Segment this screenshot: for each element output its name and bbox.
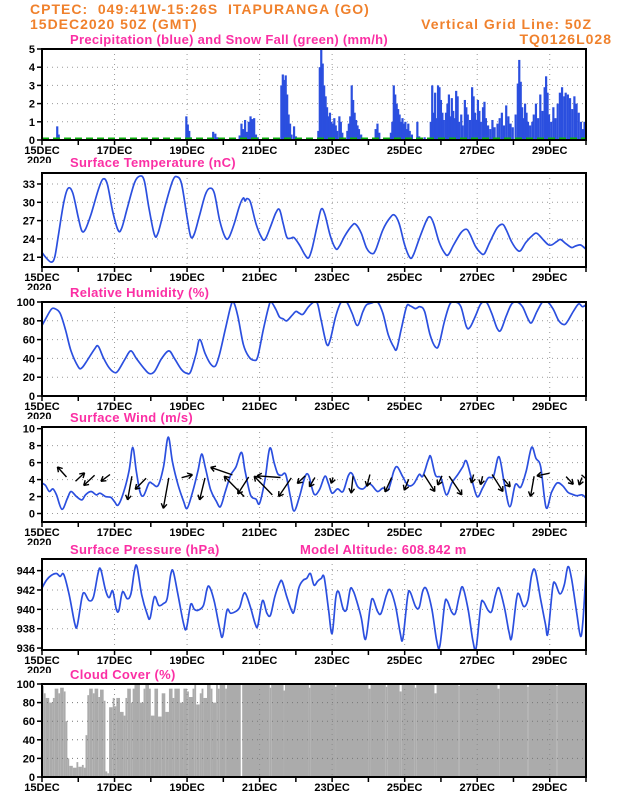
wind-arrow	[578, 478, 583, 486]
x-tick-label: 17DEC	[96, 272, 133, 284]
chart-panel-2	[17, 297, 586, 413]
x-tick-label: 23DEC	[314, 527, 350, 539]
cloud-bar	[371, 684, 386, 777]
cloud-bar	[310, 684, 335, 777]
y-tick-label: 1	[28, 116, 35, 129]
precip-bar	[548, 115, 550, 140]
y-tick-label: 3	[28, 80, 35, 93]
x-tick-label: 23DEC	[314, 655, 350, 667]
precip-bar	[507, 116, 509, 140]
precip-bar	[358, 129, 360, 140]
cloud-bar	[58, 693, 60, 777]
x-tick-label: 15DEC	[24, 527, 60, 539]
cloud-bar	[556, 686, 557, 777]
x-tick-label: 15DEC	[24, 401, 60, 413]
wind-arrow	[537, 472, 550, 478]
x-tick-label: 19DEC	[169, 401, 205, 413]
precip-bar	[573, 96, 575, 140]
cloud-bar	[386, 687, 387, 777]
cloud-bar	[98, 697, 100, 777]
run-code: TQ0126L028	[519, 31, 612, 47]
x-tick-label: 19DEC	[169, 782, 205, 794]
precip-bar	[571, 109, 573, 140]
x-tick-label: 15DEC	[24, 782, 60, 794]
x-tick-label: 27DEC	[459, 145, 495, 157]
precip-bar	[458, 122, 460, 140]
precip-bar	[565, 93, 567, 140]
x-axis-year-label: 2020	[27, 411, 52, 419]
x-tick-label: 21DEC	[241, 272, 278, 284]
cloud-bar	[174, 689, 179, 777]
precip-bar	[467, 115, 469, 140]
cloud-bar	[69, 766, 73, 777]
x-tick-label: 19DEC	[169, 655, 205, 667]
cloud-bar	[86, 735, 88, 777]
y-tick-label: 21	[22, 252, 35, 265]
wind-arrow	[330, 478, 335, 484]
x-tick-label: 17DEC	[96, 401, 133, 413]
x-tick-label: 21DEC	[241, 782, 278, 794]
wind-arrow	[101, 475, 110, 482]
precip-bar	[469, 120, 471, 140]
cloud-bar	[84, 768, 86, 777]
cloud-bar	[127, 689, 131, 777]
x-tick-label: 25DEC	[386, 401, 423, 413]
y-tick-label: 30	[22, 197, 35, 210]
cloud-bar	[218, 689, 220, 777]
y-tick-label: 80	[22, 315, 35, 328]
cloud-bar	[95, 689, 99, 777]
x-tick-label: 21DEC	[241, 527, 278, 539]
cloud-bar	[67, 758, 69, 777]
x-tick-label: 21DEC	[241, 655, 278, 667]
cloud-bar	[173, 698, 175, 777]
wind-arrow	[257, 473, 281, 479]
y-tick-label: 40	[22, 734, 35, 747]
cloud-bar	[46, 698, 50, 777]
x-tick-label: 15DEC	[24, 655, 60, 667]
precip-bar	[580, 122, 582, 140]
cloud-bar	[400, 691, 402, 777]
panel-title-humidity: Relative Humidity (%)	[70, 285, 210, 300]
cloud-bar	[154, 689, 158, 777]
cloud-bar	[207, 684, 211, 777]
cloud-bar	[271, 684, 283, 777]
cloud-bar	[60, 688, 64, 777]
cloud-bar	[460, 684, 498, 777]
chart-panel-4	[17, 559, 586, 667]
data-line	[42, 437, 586, 511]
y-tick-label: 24	[22, 233, 35, 246]
wind-arrow	[238, 477, 249, 494]
panel-title-precipitation: Precipitation (blue) and Snow Fall (green) (mm/h)	[70, 32, 389, 47]
x-tick-label: 29DEC	[531, 272, 568, 284]
wind-arrow	[492, 475, 503, 492]
cloud-bar	[140, 703, 144, 777]
precip-bar	[336, 131, 338, 140]
panel-title-wind: Surface Wind (m/s)	[70, 410, 194, 425]
precip-bar	[535, 104, 537, 140]
y-tick-label: 60	[22, 716, 35, 729]
x-tick-label: 23DEC	[314, 145, 350, 157]
cloud-bar	[124, 716, 126, 777]
cloud-bar	[194, 684, 196, 777]
precip-bar	[533, 115, 535, 140]
y-tick-label: 940	[16, 604, 35, 617]
wind-arrow	[529, 476, 535, 496]
precip-bar	[561, 87, 563, 140]
precip-bar	[485, 118, 487, 140]
cloud-bar	[144, 689, 146, 777]
cloud-bar	[434, 693, 436, 777]
x-tick-label: 23DEC	[314, 401, 350, 413]
precip-bar	[569, 98, 571, 140]
cloud-bar	[120, 712, 124, 777]
model-altitude-label: Model Altitude: 608.842 m	[300, 542, 467, 557]
cloud-bar	[183, 689, 187, 777]
wind-arrow	[57, 467, 66, 477]
cloud-bar	[216, 684, 218, 777]
x-tick-label: 23DEC	[314, 272, 350, 284]
cloud-bar	[211, 689, 213, 777]
y-tick-label: 936	[16, 643, 35, 656]
precip-bar	[554, 118, 556, 140]
cloud-bar	[64, 691, 66, 777]
x-tick-label: 27DEC	[459, 655, 495, 667]
precip-bar	[578, 113, 580, 140]
wind-arrow	[161, 478, 169, 509]
wind-arrow	[76, 473, 85, 482]
cloud-bar	[145, 684, 149, 777]
cloud-bar	[309, 688, 310, 777]
precip-bar	[480, 122, 482, 140]
y-tick-label: 100	[16, 679, 35, 691]
y-tick-label: 10	[22, 423, 35, 436]
precip-bar	[527, 122, 529, 140]
y-tick-label: 0	[28, 508, 35, 521]
chart-panel-3	[23, 424, 591, 539]
x-axis-year-label: 2020	[27, 537, 52, 545]
panel-title-cloud: Cloud Cover (%)	[70, 667, 176, 682]
x-tick-label: 19DEC	[169, 145, 205, 157]
x-tick-label: 21DEC	[241, 145, 278, 157]
x-tick-label: 27DEC	[459, 782, 495, 794]
precip-bar	[489, 129, 491, 140]
x-axis-year-label: 2020	[27, 665, 52, 673]
plot-border	[42, 302, 586, 396]
cloud-bar	[227, 684, 241, 777]
precip-bar	[559, 93, 561, 140]
precip-bar	[552, 107, 554, 140]
x-tick-label: 29DEC	[531, 401, 568, 413]
cloud-cover-fill	[42, 684, 586, 777]
cloud-bar	[133, 689, 135, 777]
y-tick-label: 6	[28, 457, 35, 470]
precip-bar	[501, 113, 503, 140]
x-axis-year-label: 2020	[27, 155, 52, 163]
precip-bar	[567, 95, 569, 141]
x-tick-label: 17DEC	[96, 145, 133, 157]
cloud-bar	[225, 689, 227, 777]
cloud-bar	[202, 689, 204, 777]
cloud-bar	[387, 684, 399, 777]
cloud-bar	[242, 684, 270, 777]
y-tick-label: 60	[22, 334, 35, 347]
cloud-bar	[193, 689, 195, 777]
x-tick-label: 25DEC	[386, 145, 423, 157]
cloud-bar	[458, 686, 459, 777]
cloud-bar	[196, 704, 200, 777]
cloud-bar	[73, 768, 77, 777]
y-tick-label: 100	[16, 297, 35, 309]
x-tick-label: 17DEC	[96, 782, 133, 794]
x-tick-label: 17DEC	[96, 655, 133, 667]
cloud-bar	[100, 690, 104, 777]
cloud-bar	[368, 689, 370, 777]
y-tick-label: 2	[28, 98, 35, 111]
precip-bar	[541, 111, 543, 140]
x-tick-label: 25DEC	[386, 782, 423, 794]
cloud-bar	[151, 716, 155, 777]
x-axis-year-label: 2020	[27, 282, 52, 290]
y-tick-label: 8	[28, 440, 35, 453]
panel-title-pressure: Surface Pressure (hPa)	[70, 542, 220, 557]
cloud-bar	[500, 684, 528, 777]
y-tick-label: 20	[22, 372, 35, 385]
y-tick-label: 4	[28, 62, 35, 75]
y-tick-label: 20	[22, 753, 35, 766]
x-tick-label: 27DEC	[459, 401, 495, 413]
chart-panel-0	[24, 44, 586, 157]
precip-bar	[575, 104, 577, 140]
cloud-bar	[220, 684, 225, 777]
precip-bar	[550, 122, 552, 140]
cloud-bar	[87, 695, 89, 777]
cloud-bar	[93, 693, 95, 777]
y-tick-label: 0	[28, 391, 35, 403]
cloud-bar	[66, 721, 68, 777]
cloud-bar	[162, 693, 166, 777]
cloud-bar	[437, 684, 459, 777]
y-tick-label: 944	[16, 565, 35, 578]
x-tick-label: 25DEC	[386, 655, 423, 667]
cloud-bar	[336, 684, 368, 777]
x-tick-label: 25DEC	[386, 272, 423, 284]
x-tick-label: 25DEC	[386, 527, 423, 539]
y-tick-label: 40	[22, 353, 35, 366]
cloud-bar	[203, 698, 207, 777]
y-tick-label: 2	[28, 491, 35, 504]
precip-bar	[557, 104, 559, 140]
cloud-bar	[82, 765, 84, 777]
data-line	[42, 176, 586, 262]
wind-arrow	[211, 466, 233, 475]
x-tick-label: 15DEC	[24, 272, 60, 284]
data-line	[42, 565, 586, 650]
y-tick-label: 33	[22, 178, 35, 191]
wind-arrow	[84, 475, 95, 485]
cloud-bar	[53, 698, 55, 777]
cloud-bar	[78, 767, 82, 777]
cloud-bar	[169, 689, 173, 777]
x-tick-label: 29DEC	[531, 782, 568, 794]
x-tick-label: 23DEC	[314, 782, 350, 794]
y-tick-label: 80	[22, 697, 35, 710]
precip-bar	[515, 115, 517, 140]
cloud-bar	[402, 684, 415, 777]
cloud-bar	[285, 684, 309, 777]
precip-bar	[491, 120, 493, 140]
vertical-grid-note: Vertical Grid Line: 50Z	[421, 16, 592, 32]
precip-bar	[512, 127, 514, 140]
y-tick-label: 5	[28, 44, 35, 56]
precip-bar	[539, 95, 541, 141]
x-tick-label: 19DEC	[169, 272, 205, 284]
run-datetime: 15DEC2020 50Z (GMT)	[30, 16, 198, 32]
y-tick-label: 942	[16, 584, 35, 597]
wind-arrow	[198, 478, 205, 500]
station-header: CPTEC: 049:41W-15:26S ITAPURANGA (GO)	[30, 1, 370, 17]
cloud-bar	[335, 687, 336, 777]
cloud-bar	[158, 717, 162, 777]
cloud-bar	[284, 691, 285, 777]
cloud-bar	[104, 701, 106, 777]
cloud-bar	[558, 684, 586, 777]
cloud-bar	[125, 698, 127, 777]
x-tick-label: 17DEC	[96, 527, 133, 539]
cloud-bar	[55, 689, 59, 777]
y-tick-label: 27	[22, 215, 35, 228]
cloud-bar	[44, 693, 46, 777]
cloud-bar	[109, 707, 113, 777]
wind-arrow	[479, 476, 485, 485]
x-tick-label: 27DEC	[459, 527, 495, 539]
y-tick-label: 938	[16, 623, 35, 636]
plot-border	[42, 427, 586, 522]
precip-bars	[56, 49, 586, 140]
cloud-bar	[416, 684, 434, 777]
y-tick-label: 0	[28, 135, 35, 147]
precip-bar	[537, 118, 539, 140]
x-tick-label: 29DEC	[531, 655, 568, 667]
cloud-bar	[529, 684, 557, 777]
cloud-bar	[527, 687, 528, 777]
chart-panel-5	[17, 679, 586, 794]
data-line	[42, 300, 586, 374]
cloud-bar	[498, 689, 500, 777]
cloud-bar	[76, 762, 78, 777]
cloud-bar	[270, 688, 271, 777]
precip-bar	[443, 120, 445, 140]
panel-title-temperature: Surface Temperature (nC)	[70, 155, 236, 170]
cloud-bar	[116, 698, 120, 777]
cloud-bar	[89, 689, 93, 777]
x-tick-label: 29DEC	[531, 145, 568, 157]
y-tick-label: 0	[28, 772, 35, 784]
cloud-bar	[149, 689, 151, 777]
cloud-bar	[134, 684, 139, 777]
cloud-bar	[415, 688, 416, 777]
chart-panel-1	[23, 173, 586, 284]
cloud-bar	[115, 706, 117, 777]
x-tick-label: 19DEC	[169, 527, 205, 539]
wind-arrow	[424, 475, 435, 492]
x-tick-label: 15DEC	[24, 145, 60, 157]
cloud-bar	[200, 693, 202, 777]
x-tick-label: 27DEC	[459, 272, 495, 284]
wind-arrow	[566, 477, 573, 485]
precip-bar	[499, 118, 501, 140]
x-tick-label: 21DEC	[241, 401, 278, 413]
precip-bar	[505, 105, 507, 140]
x-tick-label: 29DEC	[531, 527, 568, 539]
cloud-bar	[189, 697, 193, 777]
y-tick-label: 4	[28, 474, 35, 487]
